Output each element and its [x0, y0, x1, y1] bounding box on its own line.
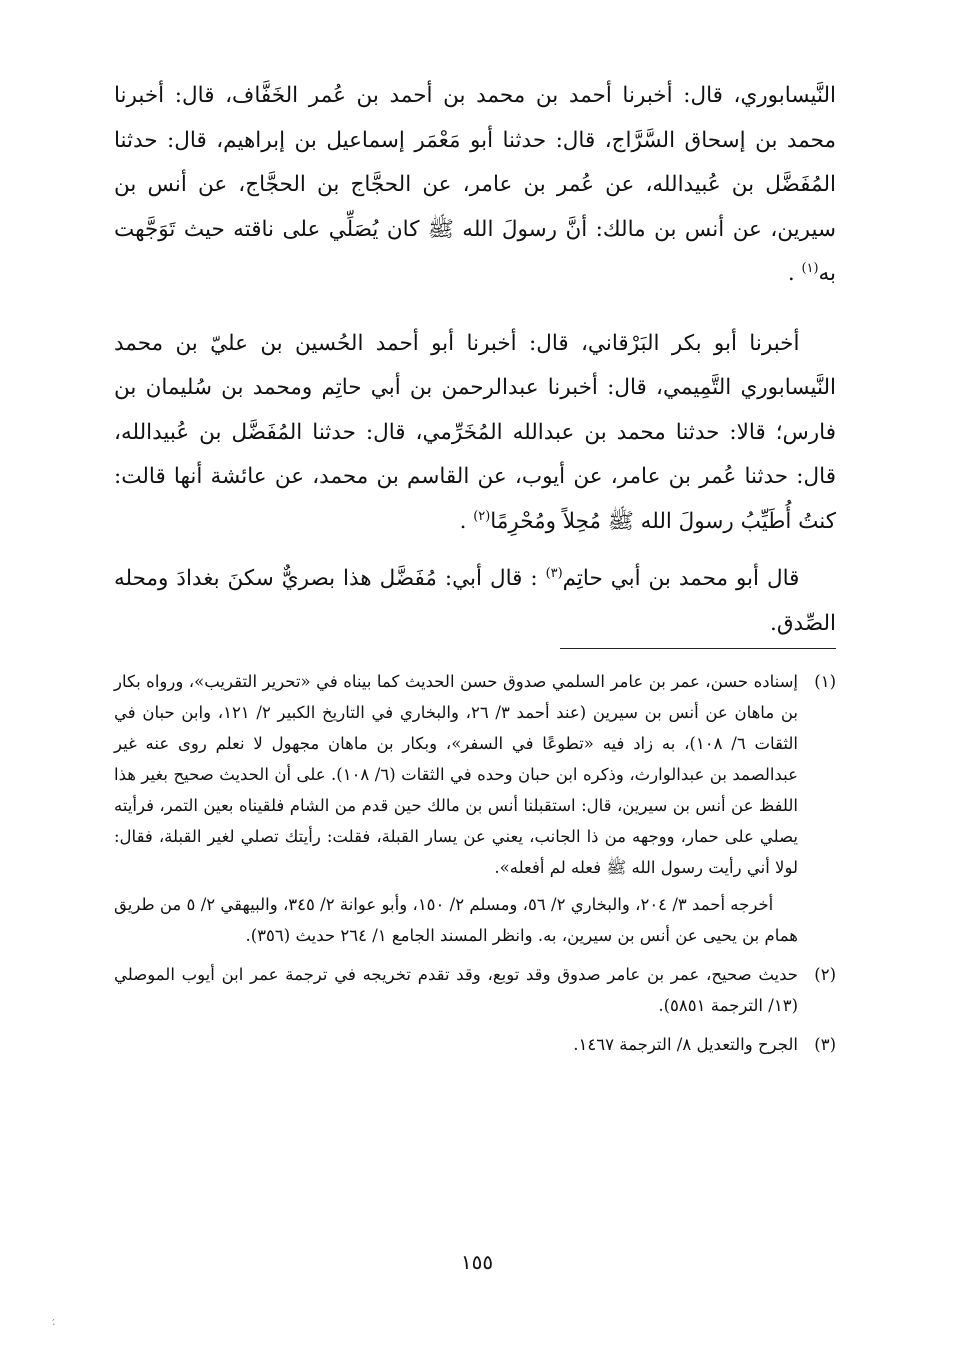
footnote-3-body [114, 1029, 798, 1060]
footnote-ref-1: (١) [801, 260, 819, 276]
paragraph-2-text: أخبرنا أبو بكر البَرْقاني، قال: أخبرنا أبو أحمد الحُسين بن عليّ بن محمد النَّيسابوري التَّمِيمي، قال: أخبرنا عبدالرحمن بن أبي حاتِم ومحمد بن سُليمان بن فارس؛ قالا: حدثنا محمد بن عبدالله المُخَرِّمي، قال: حدثنا المُفَضَّل بن عُبيدالله، قال: حدثنا عُمر بن عامر، عن أيوب، عن القاسم بن محمد، عن عائشة أنها قالت: كنتُ أُطَيِّبُ رسولَ الله ﷺ مُحِلاً ومُحْرِمًا [114, 330, 836, 534]
footnote-3-text: الجرح والتعديل ٨/ الترجمة ١٤٦٧. [573, 1035, 798, 1054]
footnote-3-number: (٣) [814, 1035, 836, 1054]
corner-mark: ·́ [52, 1318, 56, 1331]
paragraph-1-text: النَّيسابوري، قال: أخبرنا أحمد بن محمد بن أحمد بن عُمر الخَفَّاف، قال: أخبرنا محمد بن إسحاق السَّرَّاج، قال: حدثنا أبو مَعْمَر إسماعيل بن إبراهيم، قال: حدثنا المُفَضَّل بن عُبيدالله، عن عُمر بن عامر، عن الحجَّاج بن الحجَّاج، عن أنس بن سيرين، عن أنس بن مالك: أنَّ رسولَ الله ﷺ كان يُصَلِّي على ناقته حيث تَوَجَّهت به [114, 83, 836, 286]
footnote-2-text: حديث صحيح، عمر بن عامر صدوق وقد توبع، وقد تقدم تخريجه في ترجمة عمر ابن أيوب الموصلي (١٣/ الترجمة ٥٨٥١). [114, 965, 798, 1015]
paragraph-1-end: . [787, 261, 802, 286]
footnote-2-body [114, 959, 798, 1021]
paragraph-3-text-a: قال أبو محمد بن أبي حاتِم [562, 566, 800, 591]
footnote-1-body [114, 666, 798, 951]
footnote-separator [560, 648, 836, 649]
paragraph-3-text-b: : قال أبي: مُفَضَّل هذا بصريٌّ سكنَ بغدادَ ومحله الصِّدق. [114, 566, 836, 636]
footnotes [114, 666, 836, 1060]
footnote-2 [114, 959, 836, 1021]
paragraph-1 [114, 74, 836, 297]
paragraph-3 [114, 557, 836, 646]
paragraph-2-end: . [459, 508, 474, 534]
footnote-1-text: إسناده حسن، عمر بن عامر السلمي صدوق حسن الحديث كما بيناه في «تحرير التقريب»، ورواه بكار بن ماهان عن أنس بن سيرين (عند أحمد ٣/ ٢٦، والبخاري في التاريخ الكبير ٢/ ١٢١، وابن حبان في الثقات ٦/ ١٠٨)، به زاد فيه «تطوعًا في السفر»، وبكار بن ماهان مجهول لا نعلم روى عنه غير عبدالصمد بن عبدالوارث، وذكره ابن حبان وحده في الثقات (٦/ ١٠٨). على أن الحديث صحيح بغير هذا اللفظ عن أنس بن سيرين، قال: استقبلنا أنس بن مالك حين قدم من الشام فلقيناه بعين التمر، فرأيته يصلي على حمار، ووجهه من ذا الجانب، يعني عن يسار القبلة، فقلت: رأيتك تصلي لغير القبلة، فقال: لولا أني رأيت رسول الله ﷺ فعله لم أفعله». [114, 672, 799, 877]
footnote-ref-2: (٢) [473, 508, 491, 524]
main-text [114, 74, 836, 646]
footnote-2-number: (٢) [814, 965, 836, 984]
footnote-3 [114, 1029, 836, 1060]
footnote-1-sources: أخرجه أحمد ٣/ ٢٠٤، والبخاري ٢/ ٥٦، ومسلم ٢/ ١٥٠، وأبو عوانة ٢/ ٣٤٥، والبيهقي ٢/ ٥ من طريق همام بن يحيى عن أنس بن سيرين، به. وانظر المسند الجامع ١/ ٢٦٤ حديث (٣٥٦). [114, 895, 798, 945]
footnote-1 [114, 666, 836, 951]
footnote-ref-3: (٣) [545, 565, 563, 581]
footnote-1-number: (١) [814, 672, 836, 691]
paragraph-2 [114, 322, 836, 545]
page-number: ١٥٥ [460, 1250, 494, 1274]
